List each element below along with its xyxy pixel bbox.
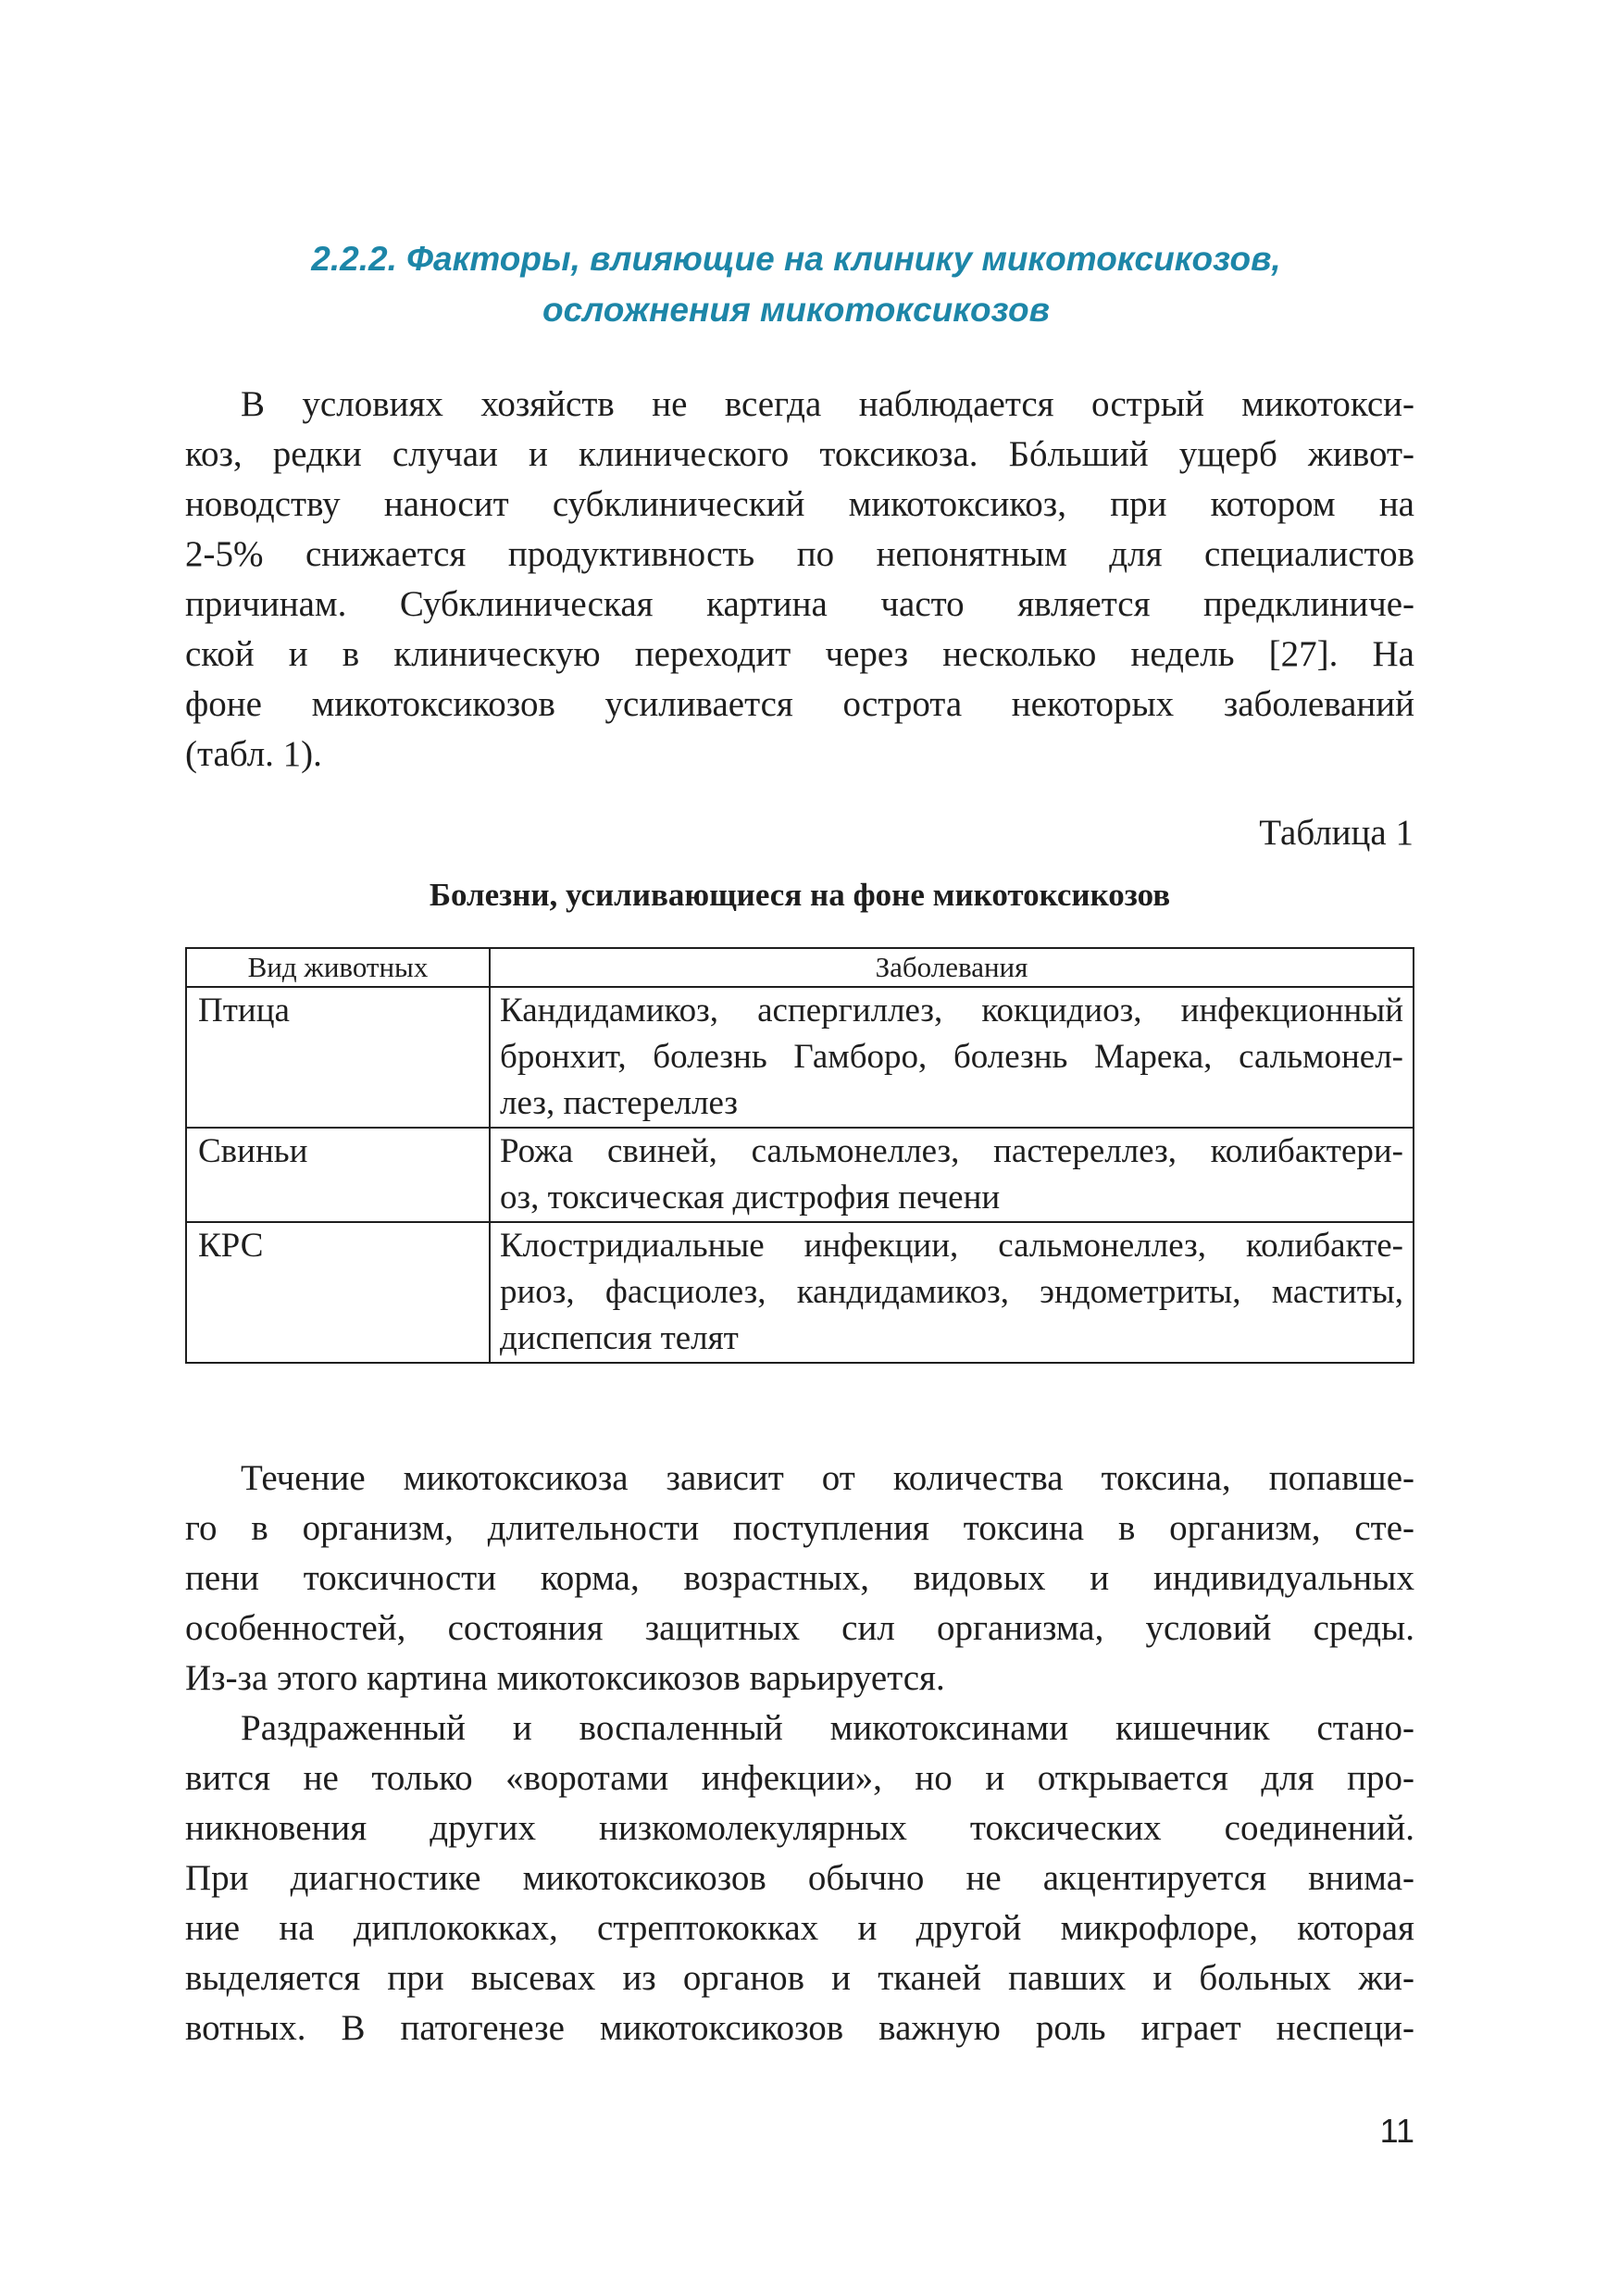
section-heading: [176, 233, 1416, 335]
cell-line: лез, пастереллез: [500, 1084, 739, 1122]
paragraph-intro: [185, 380, 1414, 780]
text-line: Из-за этого картина микотоксикозов варьируется.: [185, 1658, 945, 1698]
cell-diseases: [490, 1222, 1414, 1363]
text-line: В условиях хозяйств не всегда наблюдается острый микотокси-: [241, 384, 1414, 424]
cell-animal: Птица: [186, 987, 490, 1128]
heading-line-2: осложнения микотоксикозов: [542, 291, 1050, 329]
table-row: [186, 1222, 1414, 1363]
text-line: 2-5% снижается продуктивность по непонятным для специалистов: [185, 534, 1414, 574]
cell-line: риоз, фасциолез, кандидамикоз, эндометриты, маститы,: [500, 1273, 1403, 1311]
cell-line: бронхит, болезнь Гамборо, болезнь Марека, сальмонел-: [500, 1038, 1403, 1076]
cell-diseases: [490, 987, 1414, 1128]
text-line: (табл. 1).: [185, 734, 322, 774]
paragraph-pathogenesis: [185, 1703, 1414, 2053]
text-line: пени токсичности корма, возрастных, видовых и индивидуальных: [185, 1558, 1414, 1598]
text-line: новодству наносит субклинический микотоксикоз, при котором на: [185, 484, 1414, 524]
text-line: Течение микотоксикоза зависит от количества токсина, попавше-: [241, 1458, 1414, 1498]
table-label: Таблица 1: [1259, 813, 1414, 853]
text-line: причинам. Субклиническая картина часто является предклиниче-: [185, 584, 1414, 624]
text-line: никновения других низкомолекулярных токсических соединений.: [185, 1808, 1414, 1848]
header-diseases: Заболевания: [490, 948, 1414, 987]
cell-line: диспепсия телят: [500, 1319, 739, 1357]
text-line: ской и в клиническую переходит через несколько недель [27]. На: [185, 634, 1414, 674]
text-line: выделяется при высевах из органов и тканей павших и больных жи-: [185, 1958, 1414, 1998]
table-row: [186, 1128, 1414, 1222]
text-line: Раздраженный и воспаленный микотоксинами кишечник стано-: [241, 1708, 1414, 1748]
cell-animal: Свиньи: [186, 1128, 490, 1222]
cell-line: Кандидамикоз, аспергиллез, кокцидиоз, инфекционный: [500, 992, 1403, 1029]
text-line: особенностей, состояния защитных сил организма, условий среды.: [185, 1608, 1414, 1648]
header-animal-type: Вид животных: [186, 948, 490, 987]
paragraph-course: [185, 1454, 1414, 1703]
table-row: [186, 987, 1414, 1128]
heading-line-1: 2.2.2. Факторы, влияющие на клинику микотоксикозов,: [311, 240, 1281, 278]
cell-line: Рожа свиней, сальмонеллез, пастереллез, колибактери-: [500, 1132, 1403, 1170]
text-line: ние на диплококках, стрептококках и другой микрофлоре, которая: [185, 1908, 1414, 1948]
table-header-row: [186, 948, 1414, 987]
cell-animal: КРС: [186, 1222, 490, 1363]
text-line: фоне микотоксикозов усиливается острота некоторых заболеваний: [185, 684, 1414, 724]
text-line: коз, редки случаи и клинического токсикоза. Бóльший ущерб живот-: [185, 434, 1414, 474]
text-line: вотных. В патогенезе микотоксикозов важную роль играет неспеци-: [185, 2008, 1414, 2048]
text-line: го в организм, длительности поступления токсина в организм, сте-: [185, 1508, 1414, 1548]
cell-line: Клостридиальные инфекции, сальмонеллез, колибакте-: [500, 1227, 1403, 1265]
diseases-table: [185, 947, 1414, 1364]
table-title: Болезни, усиливающиеся на фоне микотоксикозов: [429, 877, 1171, 913]
text-line: При диагностике микотоксикозов обычно не акцентируется внима-: [185, 1858, 1414, 1898]
text-line: вится не только «воротами инфекции», но и открывается для про-: [185, 1758, 1414, 1798]
cell-diseases: [490, 1128, 1414, 1222]
page-number: 11: [1379, 2112, 1414, 2150]
cell-line: оз, токсическая дистрофия печени: [500, 1179, 1001, 1217]
